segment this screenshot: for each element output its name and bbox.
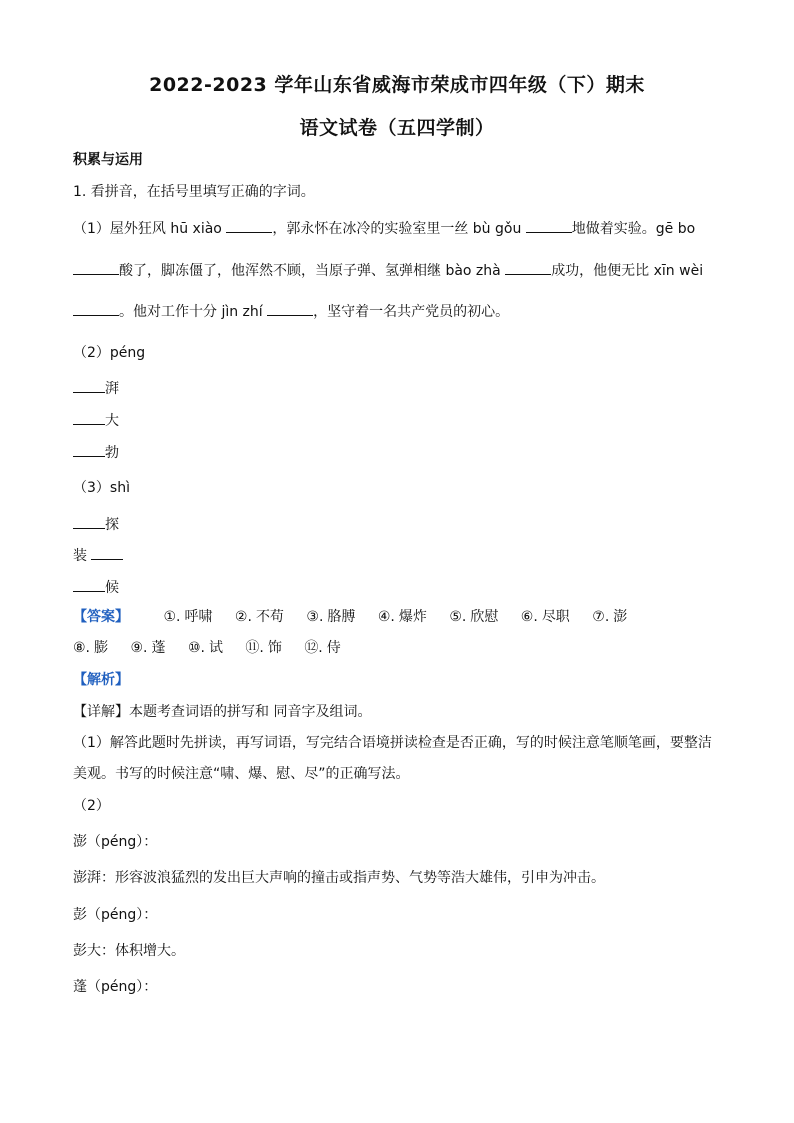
answer-blank: [73, 301, 119, 316]
answer-item: ②. 不苟: [234, 609, 284, 625]
q1-seg7: ，坚守着一名共产党员的初心。: [313, 304, 510, 320]
answer-item: ⑤. 欣慰: [449, 609, 499, 625]
explanation-2-label: （2）: [73, 798, 110, 814]
detail-text: 本题考查词语的拼写和 同音字及组词。: [129, 704, 372, 720]
q1-part1-line2: [73, 260, 703, 281]
analysis-tag: 【解析】: [73, 672, 129, 688]
explanation-1-line-1: （1）解答此题时先拼读，再写词语，写完结合语境拼读检查是否正确，写的时候注意笔顺笔画，要整洁: [73, 735, 712, 751]
section-heading: 积累与运用: [73, 152, 143, 168]
q1-seg1: （1）屋外狂风 hū xiào: [73, 221, 227, 237]
q1-part3-item: [73, 545, 123, 566]
answer-blank: [526, 218, 572, 233]
answer-item: ④. 爆炸: [377, 609, 427, 625]
q1-seg4: 酸了，脚冻僵了，他浑然不顾，当原子弹、氢弹相继 bào zhà: [119, 263, 506, 279]
answers-row-2: [73, 638, 359, 658]
peng1-heading: 澎（péng）：: [73, 834, 158, 850]
q1-part1-line1: [73, 218, 695, 239]
answer-blank: [73, 514, 105, 529]
q1-part3-item: [73, 514, 119, 535]
item-char: 候: [105, 580, 119, 596]
explanation-1-line-2: 美观。书写的时候注意“啸、爆、慰、尽”的正确写法。: [73, 766, 410, 782]
detail-tag: 【详解】: [73, 704, 129, 720]
answer-item: ⑪. 饰: [245, 640, 282, 656]
q1-seg5: 成功，他便无比 xīn wèi: [551, 263, 704, 279]
detail-line: [73, 702, 371, 722]
doc-title-line1: 2022-2023 学年山东省威海市荣成市四年级（下）期末: [149, 74, 645, 96]
item-char: 勃: [105, 445, 119, 461]
answer-blank: [73, 260, 119, 275]
q1-part3-item: [73, 577, 119, 598]
answer-item: ⑨. 蓬: [130, 640, 166, 656]
answer-blank: [73, 378, 105, 393]
q1-part2-item: [73, 410, 119, 431]
q1-seg2: ，郭永怀在冰冷的实验室里一丝 bù gǒu: [272, 221, 526, 237]
doc-title-line2: 语文试卷（五四学制）: [299, 117, 495, 139]
item-char: 大: [105, 413, 119, 429]
answer-tag: 【答案】: [73, 609, 129, 625]
q1-part3-label: （3）shì: [73, 480, 130, 496]
question-1-stem: 1. 看拼音，在括号里填写正确的字词。: [73, 184, 315, 200]
peng3-heading: 蓬（péng）：: [73, 979, 158, 995]
item-char: 探: [105, 517, 119, 533]
q1-seg6: 。他对工作十分 jìn zhí: [119, 304, 268, 320]
answer-blank: [73, 577, 105, 592]
answer-item: ③. 胳膊: [306, 609, 356, 625]
answer-blank: [91, 545, 123, 560]
answer-item: ①. 呼啸: [163, 609, 213, 625]
answer-blank: [505, 260, 551, 275]
item-char: 装: [73, 548, 92, 564]
peng1-definition: 澎湃：形容波浪猛烈的发出巨大声响的撞击或指声势、气势等浩大雄伟，引申为冲击。: [73, 870, 605, 886]
answer-item: ⑥. 尽职: [520, 609, 570, 625]
q1-seg3: 地做着实验。gē bo: [571, 221, 696, 237]
answer-item: ⑫. 侍: [304, 640, 341, 656]
answer-blank: [267, 301, 313, 316]
q1-part2-item: [73, 442, 119, 463]
answer-blank: [73, 410, 105, 425]
peng2-definition: 彭大：体积增大。: [73, 943, 185, 959]
peng2-heading: 彭（péng）：: [73, 907, 158, 923]
answer-item: ⑦. 澎: [592, 609, 628, 625]
answer-item: ⑧. 膨: [73, 640, 109, 656]
item-char: 湃: [105, 381, 119, 397]
q1-part2-item: [73, 378, 119, 399]
answer-item: ⑩. 试: [187, 640, 223, 656]
answer-blank: [226, 218, 272, 233]
q1-part2-label: （2）péng: [73, 345, 146, 361]
q1-part1-line3: [73, 301, 509, 322]
answer-blank: [73, 442, 105, 457]
answers-row-1: [73, 607, 627, 627]
